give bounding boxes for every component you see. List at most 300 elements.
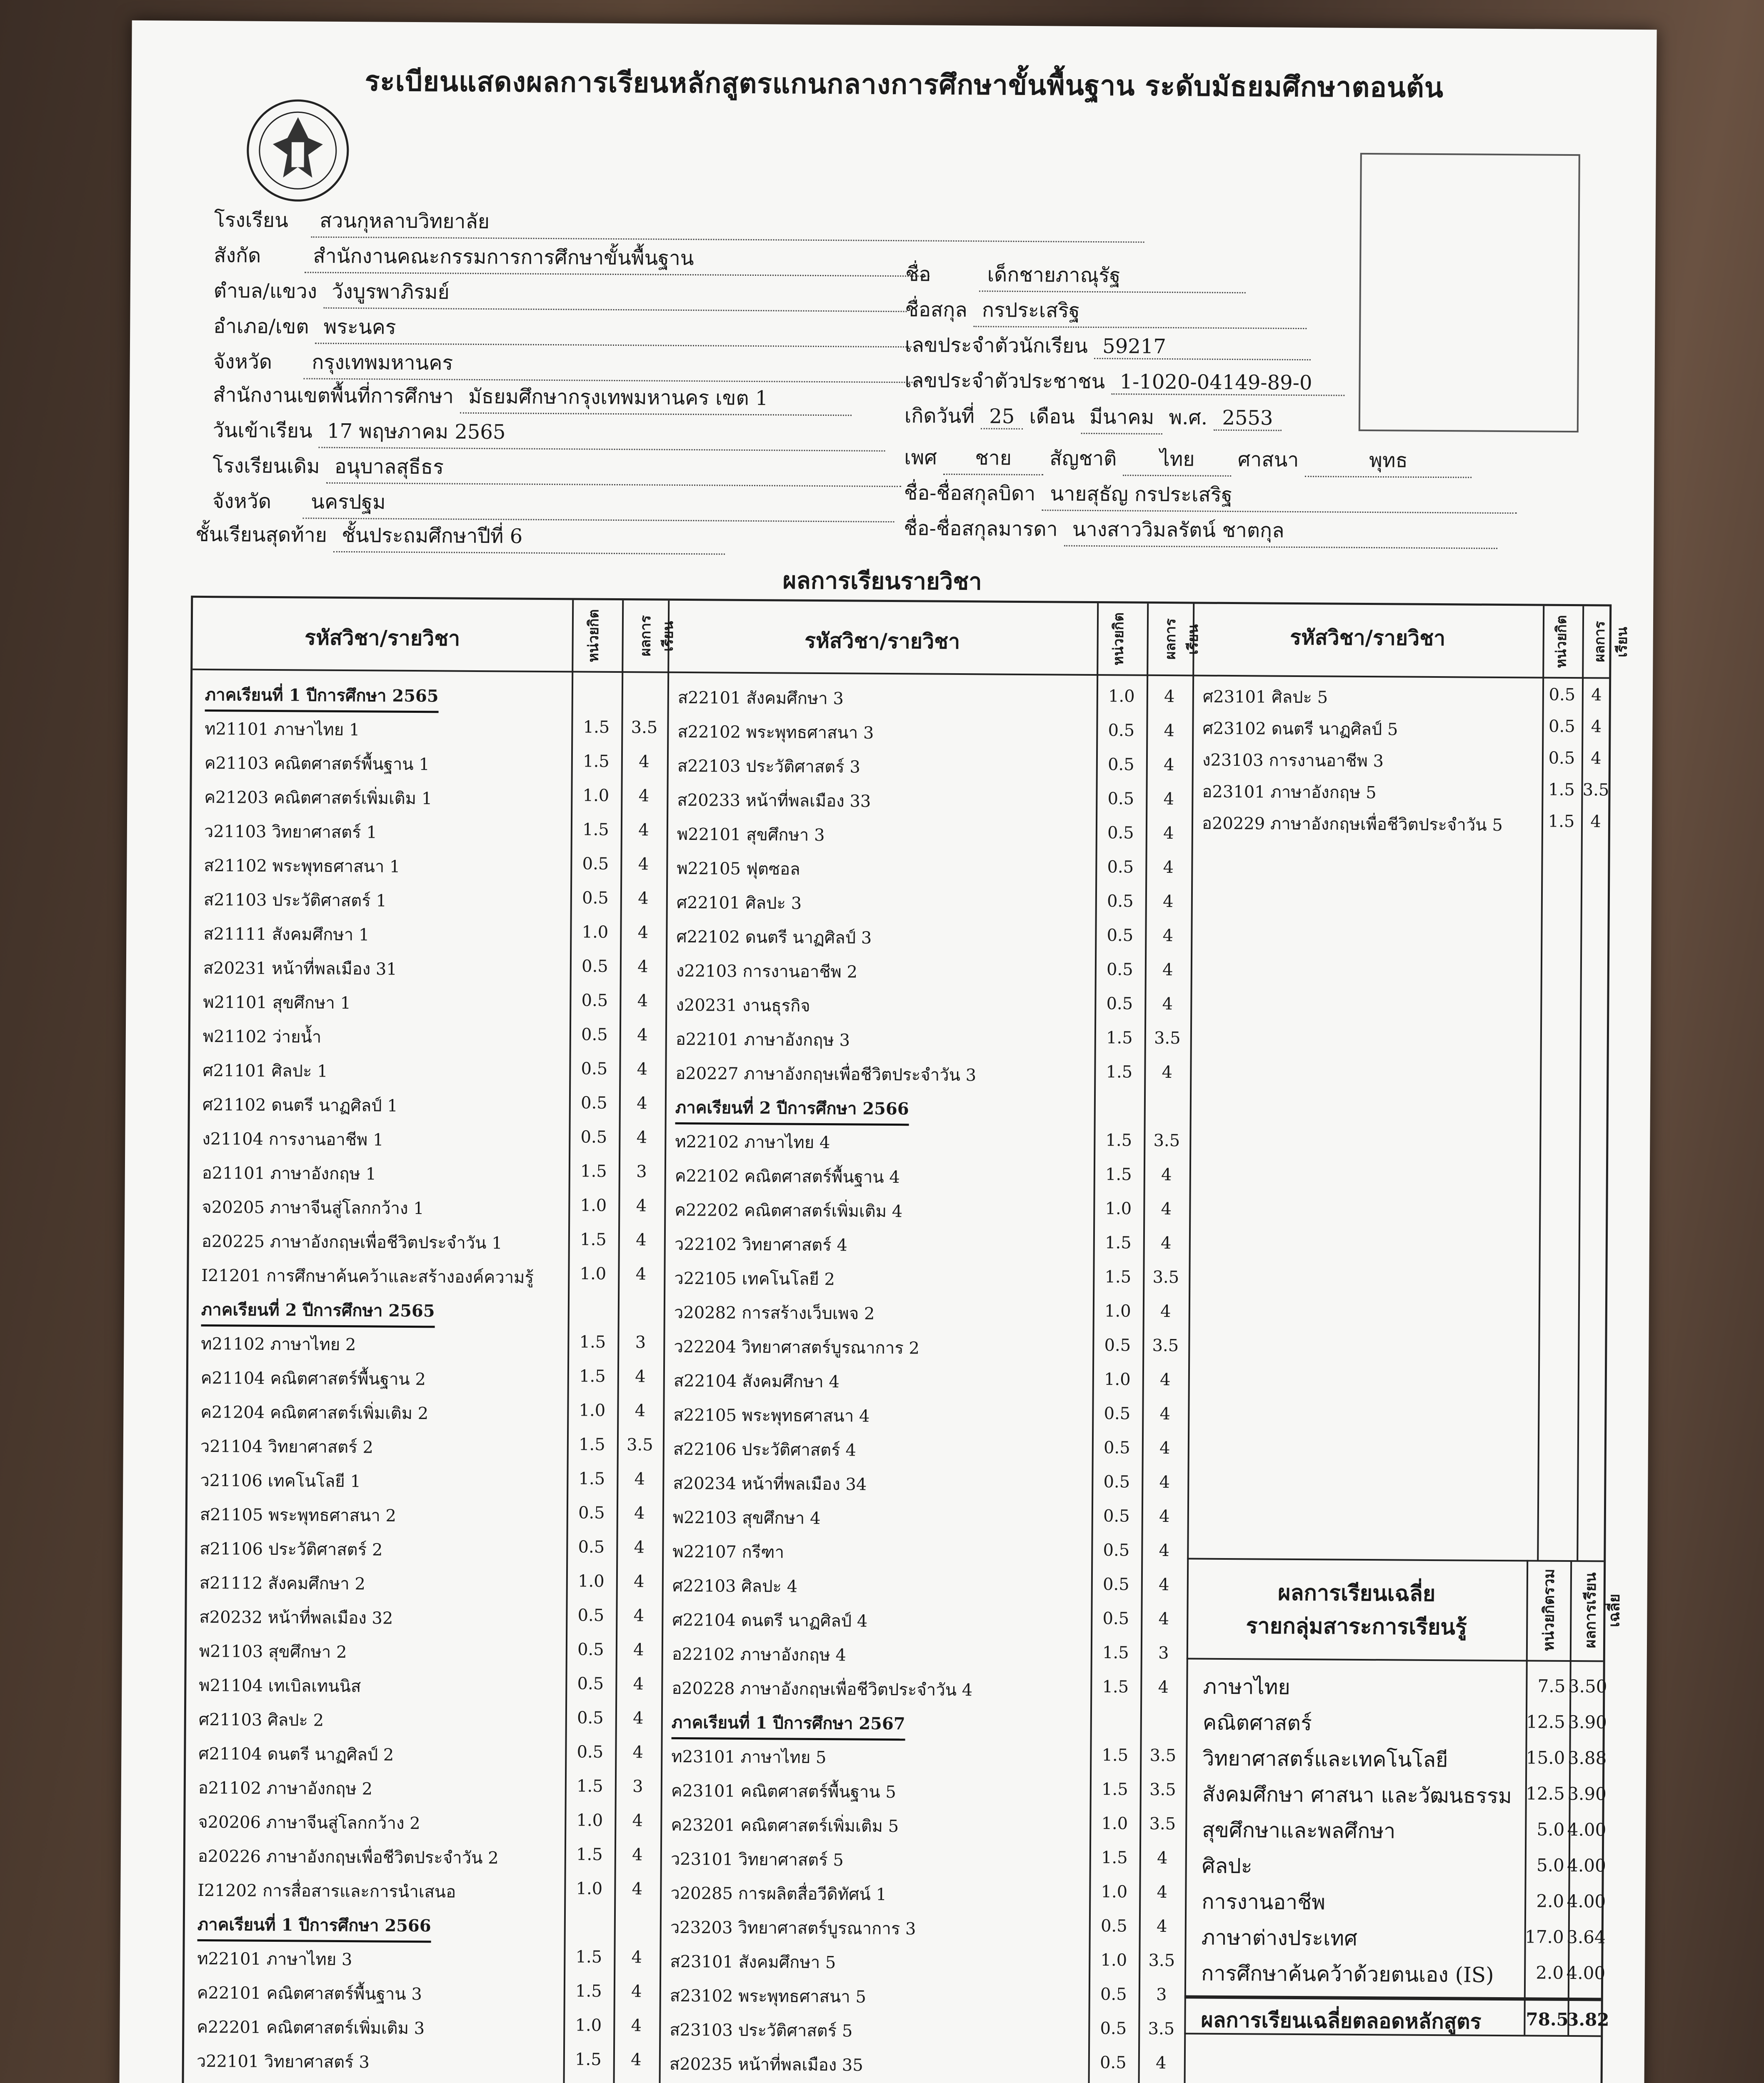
subject-name: ท21101 ภาษาไทย 1 bbox=[205, 719, 360, 740]
subject-grade: 4 bbox=[637, 991, 648, 1011]
subject-grade: 4 bbox=[1159, 1370, 1171, 1390]
subject-name: ว22102 วิทยาศาสตร์ 4 bbox=[674, 1234, 847, 1255]
subject-grade: 4 bbox=[635, 1264, 647, 1284]
subject-name: ง22103 การงานอาชีพ 2 bbox=[676, 961, 858, 982]
subject-grade: 4 bbox=[1162, 994, 1173, 1014]
subject-grade: 4 bbox=[632, 1811, 643, 1831]
subject-credit: 0.5 bbox=[578, 1503, 605, 1523]
subject-credit: 1.5 bbox=[578, 1469, 605, 1489]
subject-credit: 1.5 bbox=[575, 1947, 602, 1967]
affiliation-field: สังกัด สำนักงานคณะกรรมการการศึกษาขั้นพื้นฐาน bbox=[214, 240, 930, 277]
subject-name: ค23101 คณิตศาสตร์พื้นฐาน 5 bbox=[671, 1781, 896, 1802]
header-subject-1: รหัสวิชา/รายวิชา bbox=[305, 625, 460, 651]
subject-grade: 4 bbox=[1159, 1404, 1171, 1424]
subject-grade: 4 bbox=[1162, 960, 1173, 980]
subject-grade: 4 bbox=[1161, 1165, 1172, 1185]
subject-grade: 3.5 bbox=[1149, 1780, 1176, 1800]
subject-credit: 0.5 bbox=[1100, 2019, 1127, 2038]
term-label: ภาคเรียนที่ 2 ปีการศึกษา 2566 bbox=[675, 1094, 909, 1126]
subject-grade: 4 bbox=[636, 1230, 647, 1250]
avg-group-grade: 4.00 bbox=[1567, 1891, 1606, 1912]
avg-group-grade: 3.90 bbox=[1567, 1783, 1607, 1804]
subject-grade: 3 bbox=[1158, 1643, 1169, 1663]
subject-credit: 1.5 bbox=[582, 820, 609, 839]
subject-name: ง23103 การงานอาชีพ 3 bbox=[1202, 750, 1384, 771]
school-field: โรงเรียน สวนกุหลาบวิทยาลัย bbox=[214, 204, 1145, 243]
subject-grade: 3.5 bbox=[626, 1435, 653, 1455]
avg-group-credit: 12.5 bbox=[1526, 1783, 1565, 1804]
subject-grade: 4 bbox=[637, 1059, 648, 1079]
subject-name: อ20229 ภาษาอังกฤษเพื่อชีวิตประจำวัน 5 bbox=[1202, 814, 1503, 835]
subject-name: อ20227 ภาษาอังกฤษเพื่อชีวิตประจำวัน 3 bbox=[675, 1064, 977, 1085]
avg-group-grade: 3.90 bbox=[1568, 1712, 1607, 1733]
subject-name: ว23101 วิทยาศาสตร์ 5 bbox=[670, 1849, 844, 1870]
subject-credit: 1.5 bbox=[1102, 1643, 1129, 1663]
subject-grade: 4 bbox=[1164, 721, 1175, 741]
header-grade-1: ผลการเรียน bbox=[637, 615, 677, 657]
subject-name: ค21204 คณิตศาสตร์เพิ่มเติม 2 bbox=[200, 1402, 429, 1424]
subject-credit: 1.5 bbox=[580, 1161, 607, 1181]
avg-group-name: สังคมศึกษา ศาสนา และวัฒนธรรม bbox=[1202, 1782, 1512, 1808]
subject-credit: 0.5 bbox=[582, 854, 609, 874]
subject-credit: 1.0 bbox=[1100, 1951, 1127, 1970]
subject-grade: 4 bbox=[1162, 926, 1174, 946]
subject-grade: 4 bbox=[634, 1504, 645, 1523]
subject-credit: 1.5 bbox=[1105, 1165, 1132, 1184]
subject-credit: 0.5 bbox=[1549, 685, 1576, 705]
avg-row bbox=[1201, 1921, 1606, 1957]
subject-name: ว21106 เทคโนโลยี 1 bbox=[200, 1471, 361, 1491]
subject-credit: 0.5 bbox=[1103, 1438, 1130, 1458]
subject-name: พ22101 สุขศึกษา 3 bbox=[677, 824, 825, 845]
subject-credit: 1.5 bbox=[579, 1366, 606, 1386]
subject-grade: 4 bbox=[637, 1025, 648, 1045]
subject-grade: 4 bbox=[1591, 717, 1602, 737]
subject-credit: 1.5 bbox=[580, 1230, 607, 1249]
header-credit-1: หน่วยกิต bbox=[585, 609, 602, 662]
subject-grade: 4 bbox=[1158, 1609, 1169, 1629]
subject-credit: 0.5 bbox=[580, 1127, 607, 1147]
grades-table bbox=[181, 596, 1631, 2083]
subject-grade: 4 bbox=[1159, 1541, 1170, 1561]
subject-grade: 4 bbox=[637, 957, 648, 977]
avg-title-1: ผลการเรียนเฉลี่ย bbox=[1277, 1580, 1436, 1607]
subject-grade: 3.5 bbox=[1152, 1336, 1179, 1356]
subject-grade: 3.5 bbox=[1148, 2019, 1175, 2039]
subject-credit: 1.5 bbox=[575, 1981, 602, 2001]
subject-credit: 0.5 bbox=[1104, 1336, 1131, 1355]
subject-name: ว21104 วิทยาศาสตร์ 2 bbox=[200, 1436, 374, 1457]
subject-name: ว23203 วิทยาศาสตร์บูรณาการ 3 bbox=[670, 1918, 916, 1939]
avg-group-credit: 7.5 bbox=[1537, 1676, 1566, 1696]
subject-credit: 0.5 bbox=[1107, 823, 1134, 843]
subject-name: ว22101 วิทยาศาสตร์ 3 bbox=[196, 2051, 370, 2072]
subject-credit: 0.5 bbox=[577, 1742, 604, 1762]
subject-grade: 4 bbox=[1591, 749, 1602, 768]
subject-credit: 0.5 bbox=[1548, 717, 1575, 737]
subject-name: ส20231 หน้าที่พลเมือง 31 bbox=[203, 958, 397, 979]
subject-grade: 4 bbox=[1155, 2053, 1167, 2073]
subject-name: ค22202 คณิตศาสตร์เพิ่มเติม 4 bbox=[675, 1200, 903, 1221]
subject-grade: 4 bbox=[1162, 1063, 1173, 1082]
subject-credit: 0.5 bbox=[578, 1537, 605, 1557]
subject-credit: 0.5 bbox=[1099, 2053, 1127, 2073]
subject-grade: 4 bbox=[637, 1094, 647, 1113]
subject-credit: 0.5 bbox=[1107, 857, 1134, 877]
subject-name: ค22201 คณิตศาสตร์เพิ่มเติม 3 bbox=[197, 2017, 425, 2038]
subject-grade: 4 bbox=[1159, 1439, 1170, 1458]
subject-name: พ21104 เทเบิลเทนนิส bbox=[199, 1676, 361, 1696]
subject-grade: 4 bbox=[633, 1674, 644, 1694]
subject-credit: 1.5 bbox=[1104, 1267, 1132, 1287]
avg-group-grade: 4.00 bbox=[1566, 1962, 1606, 1983]
subject-name: อ21102 ภาษาอังกฤษ 2 bbox=[198, 1778, 373, 1799]
subject-credit: 1.0 bbox=[582, 786, 610, 805]
subject-credit: 1.5 bbox=[576, 1845, 603, 1864]
avg-group-grade: 4.00 bbox=[1567, 1855, 1606, 1876]
subject-credit: 1.0 bbox=[1108, 687, 1135, 706]
last-grade-field: ชั้นเรียนสุดท้าย ชั้นประถมศึกษาปีที่ 6 bbox=[195, 519, 725, 555]
subject-credit: 0.5 bbox=[581, 1025, 608, 1044]
subject-grade: 4 bbox=[638, 820, 649, 840]
subject-grade: 4 bbox=[632, 1708, 644, 1728]
section-title: ผลการเรียนรายวิชา bbox=[782, 567, 982, 596]
subject-grade: 4 bbox=[638, 786, 650, 806]
subject-name: ส22106 ประวัติศาสตร์ 4 bbox=[673, 1439, 857, 1460]
subject-name: ว22204 วิทยาศาสตร์บูรณาการ 2 bbox=[674, 1337, 920, 1358]
subject-name: ส22101 สังคมศึกษา 3 bbox=[677, 688, 844, 709]
subject-credit: 0.5 bbox=[1103, 1541, 1130, 1560]
subject-grade: 4 bbox=[1157, 1882, 1168, 1902]
subject-grade: 3.5 bbox=[1154, 1028, 1181, 1048]
subject-credit: 0.5 bbox=[577, 1708, 604, 1728]
subject-credit: 0.5 bbox=[577, 1606, 605, 1625]
subject-grade: 4 bbox=[1159, 1506, 1170, 1526]
avg-box-top bbox=[1187, 1558, 1604, 1562]
subject-grade: 4 bbox=[636, 1128, 647, 1147]
subject-grade: 4 bbox=[632, 1845, 643, 1865]
subject-name: ค21104 คณิตศาสตร์พื้นฐาน 2 bbox=[200, 1368, 426, 1389]
subject-name: อ22102 ภาษาอังกฤษ 4 bbox=[672, 1644, 847, 1665]
subject-name: ส22102 พระพุทธศาสนา 3 bbox=[677, 722, 874, 743]
subject-credit: 1.0 bbox=[1104, 1301, 1131, 1321]
subject-credit: 0.5 bbox=[1100, 1916, 1127, 1936]
subject-credit: 1.5 bbox=[583, 717, 610, 737]
avg-group-grade: 3.88 bbox=[1567, 1748, 1607, 1768]
subject-grade: 4 bbox=[631, 2016, 642, 2036]
subject-credit: 1.5 bbox=[575, 2050, 602, 2069]
subject-grade: 3.5 bbox=[1582, 780, 1609, 800]
subject-credit: 1.0 bbox=[576, 1879, 603, 1898]
subject-name: ส23102 พระพุทธศาสนา 5 bbox=[670, 1986, 867, 2007]
subject-credit: 0.5 bbox=[577, 1640, 604, 1659]
subject-credit: 1.0 bbox=[1101, 1814, 1128, 1833]
subject-grade: 4 bbox=[1162, 892, 1174, 912]
subject-name: I21201 การศึกษาค้นคว้าและสร้างองค์ความรู้ bbox=[201, 1266, 534, 1287]
subject-grade: 4 bbox=[639, 752, 650, 772]
subject-name: ส20235 หน้าที่พลเมือง 35 bbox=[669, 2054, 863, 2075]
avg-group-credit: 2.0 bbox=[1536, 1891, 1564, 1911]
subject-credit: 0.5 bbox=[582, 888, 609, 908]
subject-name: ว20282 การสร้างเว็บเพจ 2 bbox=[674, 1303, 875, 1324]
mother-name-field: ชื่อ-ชื่อสกุลมารดา นางสาววิมลรัตน์ ชาตกุล bbox=[904, 512, 1497, 549]
subject-credit: 0.5 bbox=[577, 1674, 604, 1693]
subject-name: ส20234 หน้าที่พลเมือง 34 bbox=[673, 1474, 867, 1494]
subject-grade: 4 bbox=[632, 1743, 644, 1762]
avg-group-credit: 15.0 bbox=[1526, 1747, 1565, 1768]
subject-name: ท22101 ภาษาไทย 3 bbox=[197, 1949, 352, 1970]
subject-credit: 1.5 bbox=[1105, 1131, 1132, 1150]
province-field: จังหวัด กรุงเทพมหานคร bbox=[213, 346, 920, 383]
subdistrict-field: ตำบล/แขวง วังบูรพาภิรมย์ bbox=[214, 275, 907, 312]
subject-name: อ20228 ภาษาอังกฤษเพื่อชีวิตประจำวัน 4 bbox=[672, 1678, 973, 1700]
subject-name: ค21103 คณิตศาสตร์พื้นฐาน 1 bbox=[204, 753, 430, 774]
subject-credit: 1.0 bbox=[580, 1264, 607, 1284]
previous-province-field: จังหวัด นครปฐม bbox=[212, 485, 894, 522]
subject-credit: 1.5 bbox=[1548, 780, 1575, 800]
avg-group-credit: 12.5 bbox=[1526, 1711, 1566, 1732]
previous-school-field: โรงเรียนเดิม อนุบาลสุธีธร bbox=[212, 450, 901, 487]
subject-grade: 4 bbox=[1164, 687, 1175, 707]
avg-group-credit: 5.0 bbox=[1536, 1855, 1564, 1876]
subject-grade: 4 bbox=[1163, 858, 1174, 877]
subject-credit: 0.5 bbox=[1107, 755, 1134, 774]
subject-name: ศ21104 ดนตรี นาฏศิลป์ 2 bbox=[198, 1744, 394, 1765]
subject-credit: 0.5 bbox=[1102, 1609, 1129, 1628]
education-area-field: สำนักงานเขตพื้นที่การศึกษา มัธยมศึกษากรุงเทพมหานคร เขต 1 bbox=[213, 379, 852, 416]
subject-name: ท22102 ภาษาไทย 4 bbox=[675, 1132, 830, 1153]
subject-name: พ22105 ฟุตซอล bbox=[677, 859, 800, 879]
header-credit-2: หน่วยกิต bbox=[1110, 612, 1127, 666]
subject-credit: 1.5 bbox=[582, 752, 610, 771]
subject-credit: 0.5 bbox=[1100, 1985, 1127, 2004]
subject-name: ส23101 สังคมศึกษา 5 bbox=[670, 1952, 836, 1973]
subject-grade: 4 bbox=[637, 923, 649, 942]
subject-name: อ22101 ภาษาอังกฤษ 3 bbox=[675, 1029, 850, 1050]
subject-name: ส21102 พระพุทธศาสนา 1 bbox=[204, 856, 400, 877]
subject-grade: 3.5 bbox=[1149, 1814, 1176, 1834]
subject-name: ง21104 การงานอาชีพ 1 bbox=[202, 1129, 384, 1150]
term-label: ภาคเรียนที่ 1 ปีการศึกษา 2566 bbox=[197, 1911, 431, 1943]
subject-grade: 3.5 bbox=[1152, 1267, 1179, 1287]
subject-name: พ22103 สุขศึกษา 4 bbox=[672, 1508, 821, 1529]
subject-grade: 4 bbox=[635, 1401, 646, 1421]
subject-name: ส21111 สังคมศึกษา 1 bbox=[203, 924, 370, 945]
subject-name: ค22101 คณิตศาสตร์พื้นฐาน 3 bbox=[197, 1983, 422, 2004]
overall-average-row: ผลการเรียนเฉลี่ยตลอดหลักสูตร 78.5 3.82 bbox=[1201, 2007, 1609, 2034]
avg-group-name: ศิลปะ bbox=[1202, 1853, 1252, 1878]
subject-name: ว21103 วิทยาศาสตร์ 1 bbox=[204, 822, 377, 842]
subject-grade: 4 bbox=[635, 1367, 646, 1386]
subject-name: ส21112 สังคมศึกษา 2 bbox=[199, 1573, 366, 1594]
birth-date-field: เกิดวันที่ 25 เดือน มีนาคม พ.ศ. 2553 bbox=[904, 400, 1282, 435]
avg-group-grade: 4.00 bbox=[1567, 1819, 1607, 1840]
avg-group-credit: 2.0 bbox=[1536, 1962, 1564, 1983]
subject-grade: 4 bbox=[633, 1640, 644, 1660]
subject-grade: 3.5 bbox=[631, 718, 658, 737]
subject-name: ส21106 ประวัติศาสตร์ 2 bbox=[200, 1539, 383, 1560]
avg-group-name: คณิตศาสตร์ bbox=[1202, 1710, 1312, 1736]
student-surname-field: ชื่อสกุล กรประเสริฐ bbox=[905, 294, 1307, 329]
subject-grade: 4 bbox=[1157, 1848, 1168, 1868]
subject-grade: 4 bbox=[1156, 1916, 1167, 1936]
avg-header-credit: หน่วยกิตรวม bbox=[1539, 1568, 1558, 1651]
subject-credit: 0.5 bbox=[1548, 748, 1575, 768]
avg-row bbox=[1201, 1957, 1606, 1993]
avg-header-grade: ผลการเรียนเฉลี่ย bbox=[1581, 1572, 1623, 1648]
subject-name: อ20225 ภาษาอังกฤษเพื่อชีวิตประจำวัน 1 bbox=[201, 1231, 502, 1253]
subject-credit: 0.5 bbox=[1103, 1506, 1130, 1526]
subject-name: ค22102 คณิตศาสตร์พื้นฐาน 4 bbox=[675, 1166, 900, 1187]
header-grade-3: ผลการเรียน bbox=[1591, 621, 1631, 662]
subject-grade: 4 bbox=[631, 1948, 642, 1967]
avg-group-grade: 3.64 bbox=[1567, 1926, 1606, 1948]
avg-title-2: รายกลุ่มสาระการเรียนรู้ bbox=[1246, 1613, 1467, 1640]
subject-credit: 1.5 bbox=[1101, 1780, 1128, 1799]
subject-grade: 4 bbox=[1163, 789, 1174, 809]
transcript-paper bbox=[118, 20, 1657, 2083]
subject-name: พ22107 กรีฑา bbox=[672, 1542, 785, 1562]
subject-credit: 1.0 bbox=[1104, 1370, 1131, 1389]
subject-name: จ20206 ภาษาจีนสู่โลกกว้าง 2 bbox=[198, 1812, 420, 1833]
subject-grade: 3 bbox=[632, 1777, 643, 1796]
header-divider bbox=[192, 669, 1609, 679]
subject-credit: 1.5 bbox=[579, 1332, 606, 1352]
subject-name: พ21101 สุขศึกษา 1 bbox=[203, 992, 351, 1013]
subject-name: ส20233 หน้าที่พลเมือง 33 bbox=[677, 790, 871, 811]
subject-name: ค23201 คณิตศาสตร์เพิ่มเติม 5 bbox=[671, 1815, 899, 1836]
subject-credit: 1.5 bbox=[576, 1776, 603, 1796]
subject-grade: 4 bbox=[638, 889, 649, 908]
subject-name: ศ22102 ดนตรี นาฏศิลป์ 3 bbox=[676, 927, 872, 948]
subject-grade: 4 bbox=[1591, 685, 1602, 705]
subject-credit: 0.5 bbox=[1107, 789, 1134, 809]
subject-name: ท23101 ภาษาไทย 5 bbox=[671, 1747, 827, 1768]
avg-group-name: วิทยาศาสตร์และเทคโนโลยี bbox=[1202, 1746, 1448, 1772]
subject-name: อ20226 ภาษาอังกฤษเพื่อชีวิตประจำวัน 2 bbox=[197, 1846, 499, 1868]
subject-credit: 1.5 bbox=[1104, 1233, 1132, 1253]
subject-credit: 0.5 bbox=[1107, 926, 1134, 945]
subject-credit: 0.5 bbox=[581, 1059, 608, 1079]
subject-grade: 4 bbox=[636, 1196, 647, 1216]
subject-name: ศ23102 ดนตรี นาฏศิลป์ 5 bbox=[1202, 719, 1398, 739]
subject-credit: 0.5 bbox=[581, 991, 608, 1010]
subject-credit: 1.5 bbox=[1548, 812, 1575, 832]
subject-name: พ21103 สุขศึกษา 2 bbox=[199, 1641, 347, 1662]
subject-grade: 4 bbox=[1163, 824, 1174, 843]
subject-credit: 1.5 bbox=[1102, 1746, 1129, 1765]
subject-name: ส23103 ประวัติศาสตร์ 5 bbox=[670, 2020, 853, 2041]
student-id-field: เลขประจำตัวนักเรียน 59217 bbox=[905, 329, 1311, 363]
subject-name: ส21103 ประวัติศาสตร์ 1 bbox=[203, 890, 387, 911]
subject-credit: 1.5 bbox=[578, 1435, 605, 1454]
subject-grade: 3 bbox=[636, 1162, 647, 1181]
subject-name: ศ22103 ศิลปะ 4 bbox=[672, 1576, 798, 1596]
subject-credit: 1.0 bbox=[575, 2016, 602, 2035]
subject-grade: 4 bbox=[1158, 1677, 1169, 1697]
school-logo-icon bbox=[235, 87, 361, 213]
avg-group-name: สุขศึกษาและพลศึกษา bbox=[1202, 1818, 1396, 1843]
avg-row bbox=[1202, 1850, 1606, 1885]
subject-grade: 4 bbox=[1163, 755, 1174, 775]
subject-name: ว22105 เทคโนโลยี 2 bbox=[674, 1269, 835, 1289]
district-field: อำเภอ/เขต พระนคร bbox=[213, 310, 915, 347]
subject-credit: 1.0 bbox=[576, 1811, 603, 1830]
avg-row bbox=[1202, 1706, 1607, 1742]
header-subject-2: รหัสวิชา/รายวิชา bbox=[804, 628, 960, 654]
term-label: ภาคเรียนที่ 2 ปีการศึกษา 2565 bbox=[201, 1296, 435, 1328]
avg-group-credit: 17.0 bbox=[1525, 1926, 1564, 1947]
avg-row bbox=[1202, 1886, 1606, 1921]
subject-credit: 1.5 bbox=[1106, 1028, 1133, 1048]
subject-name: ส20232 หน้าที่พลเมือง 32 bbox=[199, 1607, 393, 1628]
subject-credit: 1.0 bbox=[1101, 1882, 1128, 1902]
subject-name: ง20231 งานธุรกิจ bbox=[676, 995, 810, 1016]
subject-name: ศ22101 ศิลปะ 3 bbox=[676, 893, 802, 913]
header-credit-3: หน่วยกิต bbox=[1553, 615, 1570, 668]
avg-group-name: การงานอาชีพ bbox=[1202, 1889, 1326, 1915]
student-name-field: ชื่อ เด็กชายภาณุรัฐ bbox=[905, 258, 1246, 293]
subject-grade: 3.5 bbox=[1148, 1951, 1175, 1971]
subject-credit: 0.5 bbox=[580, 1093, 607, 1113]
avg-group-credit: 5.0 bbox=[1537, 1819, 1565, 1840]
subject-grade: 4 bbox=[1158, 1575, 1169, 1595]
subject-grade: 4 bbox=[633, 1572, 645, 1591]
photo-placeholder bbox=[1359, 153, 1580, 432]
avg-row bbox=[1202, 1742, 1607, 1778]
subject-name: ส22105 พระพุทธศาสนา 4 bbox=[673, 1405, 870, 1426]
subject-grade: 4 bbox=[631, 1982, 642, 2001]
subject-grade: 3 bbox=[635, 1333, 646, 1352]
subject-grade: 4 bbox=[1159, 1473, 1170, 1492]
header-grade-2: ผลการเรียน bbox=[1162, 618, 1202, 660]
avg-row bbox=[1202, 1778, 1607, 1813]
avg-group-name: ภาษาต่างประเทศ bbox=[1201, 1925, 1358, 1951]
avg-group-name: ภาษาไทย bbox=[1203, 1674, 1291, 1699]
subject-grade: 4 bbox=[632, 1879, 643, 1899]
subject-grade: 3.5 bbox=[1149, 1746, 1177, 1766]
subject-grade: 4 bbox=[634, 1469, 645, 1489]
subject-credit: 1.5 bbox=[1106, 1062, 1133, 1082]
avg-header-divider bbox=[1187, 1658, 1603, 1662]
subject-name: ศ22104 ดนตรี นาฏศิลป์ 4 bbox=[672, 1610, 868, 1631]
subject-name: ค21203 คณิตศาสตร์เพิ่มเติม 1 bbox=[204, 787, 432, 809]
subject-credit: 1.0 bbox=[580, 1196, 607, 1215]
term-label: ภาคเรียนที่ 1 ปีการศึกษา 2565 bbox=[205, 681, 439, 713]
subject-credit: 0.5 bbox=[1107, 892, 1134, 911]
subject-credit: 1.0 bbox=[579, 1401, 606, 1420]
subject-credit: 0.5 bbox=[581, 957, 608, 976]
enroll-date-field: วันเข้าเรียน 17 พฤษภาคม 2565 bbox=[212, 415, 885, 452]
subject-credit: 1.0 bbox=[582, 922, 609, 942]
subject-grade: 4 bbox=[630, 2050, 642, 2070]
avg-overall-divider bbox=[1184, 1995, 1601, 2001]
subject-credit: 0.5 bbox=[1102, 1575, 1129, 1594]
avg-row bbox=[1202, 1814, 1607, 1849]
subject-grade: 3.5 bbox=[1153, 1131, 1180, 1151]
subject-grade: 4 bbox=[1160, 1234, 1172, 1253]
sex-nationality-religion-field: เพศ ชาย สัญชาติ ไทย ศาสนา พุทธ bbox=[904, 442, 1472, 478]
subject-name: ว20285 การผลิตสื่อวีดิทัศน์ 1 bbox=[670, 1883, 887, 1905]
subject-grade: 4 bbox=[1160, 1302, 1171, 1321]
avg-group-name: การศึกษาค้นคว้าด้วยตนเอง (IS) bbox=[1201, 1961, 1494, 1987]
subject-name: ส22104 สังคมศึกษา 4 bbox=[673, 1371, 840, 1392]
subject-grade: 4 bbox=[1590, 812, 1601, 832]
subject-name: ศ21101 ศิลปะ 1 bbox=[202, 1061, 328, 1081]
father-name-field: ชื่อ-ชื่อสกุลบิดา นายสุธัญ กรประเสริฐ bbox=[904, 477, 1517, 514]
subject-name: I21202 การสื่อสารและการนำเสนอ bbox=[197, 1881, 456, 1902]
subject-name: ท21102 ภาษาไทย 2 bbox=[201, 1334, 356, 1355]
